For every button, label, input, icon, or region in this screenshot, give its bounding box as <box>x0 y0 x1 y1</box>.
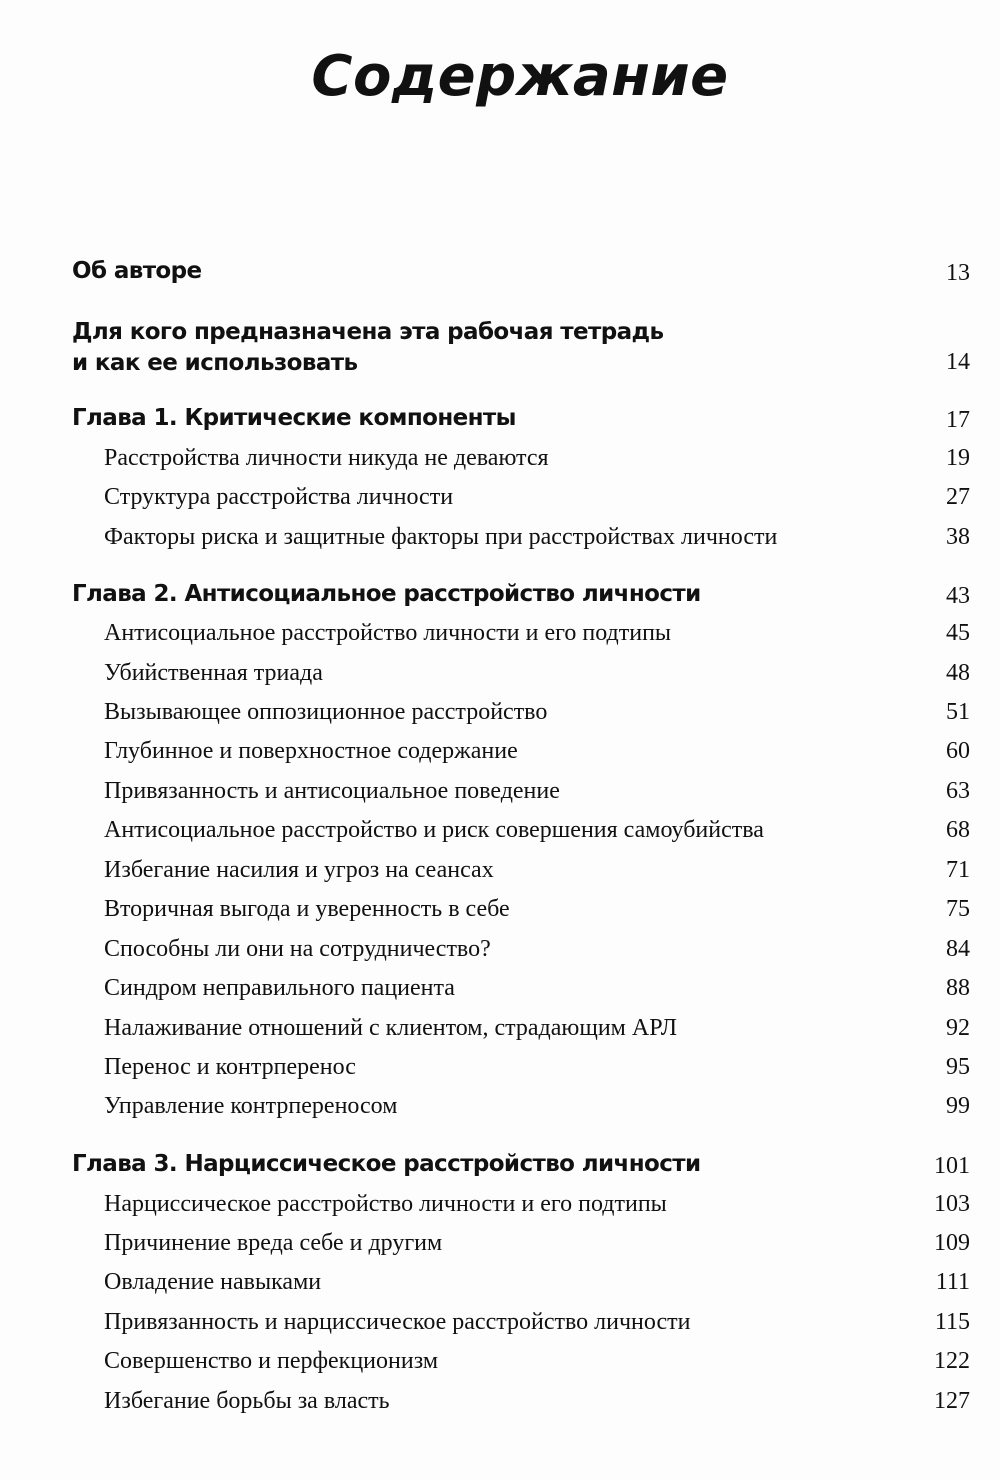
toc-entry-label: Структура расстройства личности <box>104 484 454 510</box>
toc-entry-label: Синдром неправильного пациента <box>104 975 455 1001</box>
toc-entry-label: Глава 1. Критические компоненты <box>72 405 516 431</box>
toc-section <box>72 1348 970 1382</box>
toc-entry-label: Расстройства личности никуда не деваются <box>104 445 549 471</box>
toc-section <box>72 1388 970 1422</box>
toc-section <box>72 660 970 694</box>
toc-entry-label: Привязанность и нарциссическое расстройство личности <box>104 1309 691 1335</box>
toc-entry-page: 99 <box>946 1093 970 1119</box>
toc-chapter-3 <box>72 1151 970 1185</box>
toc-entry-label: Вторичная выгода и уверенность в себе <box>104 896 510 922</box>
toc-entry-about-author <box>72 258 970 292</box>
toc-entry-page: 68 <box>946 817 970 843</box>
toc-entry-page: 103 <box>934 1191 970 1217</box>
toc-section <box>72 524 970 558</box>
toc-entry-label-line1: Для кого предназначена эта рабочая тетрадь <box>72 319 664 345</box>
toc-section <box>72 484 970 518</box>
toc-section <box>72 620 970 654</box>
toc-entry-page: 88 <box>946 975 970 1001</box>
toc-section <box>72 1309 970 1343</box>
toc-entry-page: 60 <box>946 738 970 764</box>
page-title: Содержание <box>311 44 729 109</box>
toc-section <box>72 1054 970 1088</box>
toc-section <box>72 778 970 812</box>
toc-section <box>72 1093 970 1127</box>
toc-entry-label: Способны ли они на сотрудничество? <box>104 936 491 962</box>
toc-entry-label: Управление контрпереносом <box>104 1093 398 1119</box>
toc-section <box>72 857 970 891</box>
toc-entry-page: 127 <box>934 1388 970 1414</box>
toc-section <box>72 1230 970 1264</box>
toc-section <box>72 445 970 479</box>
toc-entry-page: 43 <box>946 583 970 609</box>
toc-entry-page: 101 <box>934 1153 970 1179</box>
toc-entry-page: 45 <box>946 620 970 646</box>
toc-entry-page: 92 <box>946 1015 970 1041</box>
toc-section <box>72 1269 970 1303</box>
toc-entry-page: 38 <box>946 524 970 550</box>
toc-entry-label: Антисоциальное расстройство и риск совершения самоубийства <box>104 817 764 843</box>
toc-chapter-1 <box>72 405 970 439</box>
toc-entry-page: 71 <box>946 857 970 883</box>
toc-entry-label: Глава 3. Нарциссическое расстройство личности <box>72 1151 701 1177</box>
toc-chapter-2 <box>72 581 970 615</box>
toc-entry-label: Избегание борьбы за власть <box>104 1388 390 1414</box>
toc-entry-page: 109 <box>934 1230 970 1256</box>
toc-entry-label: Антисоциальное расстройство личности и его подтипы <box>104 620 672 646</box>
toc-entry-label: Совершенство и перфекционизм <box>104 1348 439 1374</box>
toc-entry-label: Избегание насилия и угроз на сеансах <box>104 857 494 883</box>
toc-entry-label: Глава 2. Антисоциальное расстройство личности <box>72 581 701 607</box>
toc-entry-label-line2: и как ее использовать <box>72 350 358 376</box>
toc-entry-page: 111 <box>935 1269 970 1295</box>
toc-section <box>72 738 970 772</box>
toc-section <box>72 936 970 970</box>
toc-section <box>72 699 970 733</box>
toc-entry-label: Причинение вреда себе и другим <box>104 1230 443 1256</box>
toc-entry-page: 51 <box>946 699 970 725</box>
toc-entry-label: Убийственная триада <box>104 660 323 686</box>
toc-section <box>72 1191 970 1225</box>
toc-entry-page: 95 <box>946 1054 970 1080</box>
toc-entry-label: Факторы риска и защитные факторы при расстройствах личности <box>104 524 778 550</box>
toc-entry-page: 84 <box>946 936 970 962</box>
toc-entry-label: Нарциссическое расстройство личности и его подтипы <box>104 1191 667 1217</box>
toc-entry-page: 19 <box>946 445 970 471</box>
toc-entry-label: Налаживание отношений с клиентом, страдающим АРЛ <box>104 1015 678 1041</box>
toc-entry-page: 75 <box>946 896 970 922</box>
toc-entry-page: 63 <box>946 778 970 804</box>
toc-entry-label: Перенос и контрперенос <box>104 1054 356 1080</box>
toc-entry-page: 14 <box>946 349 970 375</box>
toc-entry-label: Глубинное и поверхностное содержание <box>104 738 518 764</box>
toc-entry-label: Привязанность и антисоциальное поведение <box>104 778 560 804</box>
toc-section <box>72 896 970 930</box>
toc-entry-label: Вызывающее оппозиционное расстройство <box>104 699 548 725</box>
toc-entry-page: 115 <box>934 1309 970 1335</box>
toc-entry-label: Овладение навыками <box>104 1269 322 1295</box>
toc-section <box>72 817 970 851</box>
toc-entry-page: 48 <box>946 660 970 686</box>
toc-section <box>72 1015 970 1049</box>
toc-section <box>72 975 970 1009</box>
toc-entry-for-whom <box>72 316 970 382</box>
toc-entry-page: 122 <box>934 1348 970 1374</box>
toc-entry-label: Об авторе <box>72 258 202 284</box>
toc-entry-page: 17 <box>946 407 970 433</box>
toc-entry-page: 13 <box>946 260 970 286</box>
toc-entry-page: 27 <box>946 484 970 510</box>
